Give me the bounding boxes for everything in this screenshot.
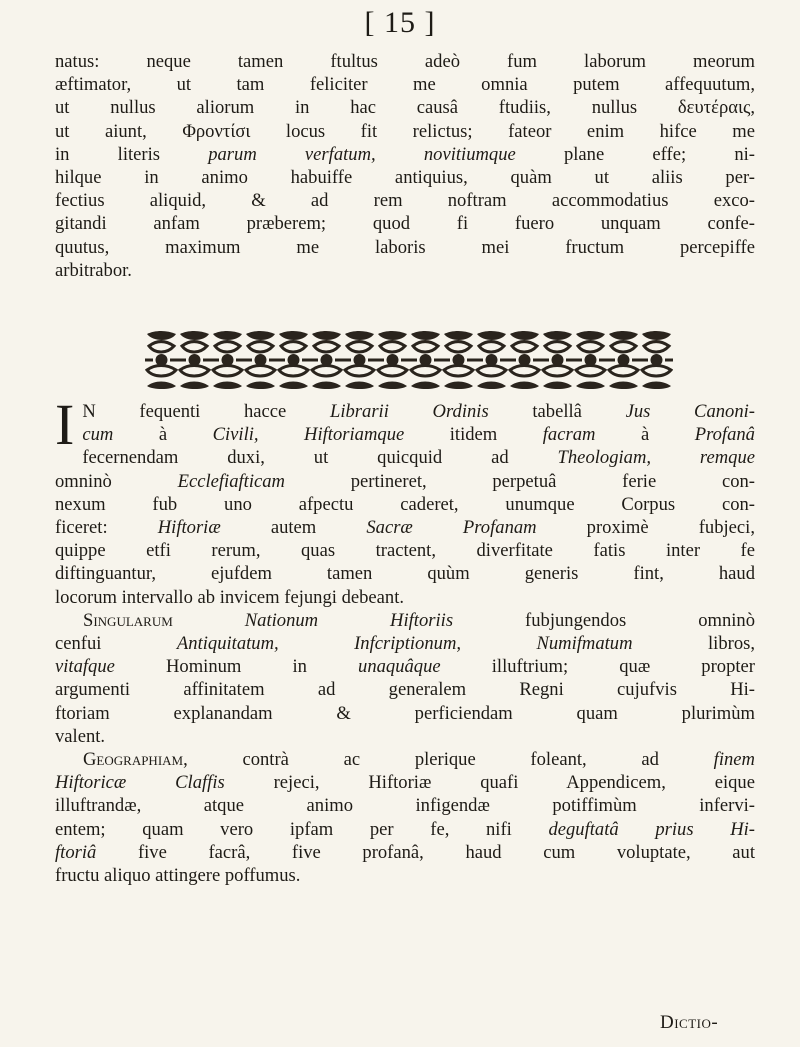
text-line: fectius aliquid, & ad rem noftram accommodatius exco- <box>55 190 755 212</box>
text-line: natus: neque tamen ftultus adeò fum laborum meorum <box>55 51 755 72</box>
text-line: æftimator, ut tam feliciter me omnia putem affequutum, <box>55 74 755 96</box>
greek-word: Φροντίσι <box>182 120 251 142</box>
text-line: cenfui Antiquitatum, Infcriptionum, Numifmatum libros, <box>55 633 756 655</box>
text-line: argumenti affinitatem ad generalem Regni cujufvis Hi- <box>55 679 755 701</box>
greek-word: δευτέραις, <box>677 97 755 119</box>
text-line: fructu aliquo attingere poffumus. <box>55 865 301 887</box>
text-line: ftoriâ five facrâ, five profanâ, haud cum voluptate, aut <box>55 841 755 863</box>
text-line: quutus, maximum me laboris mei fructum percepiffe <box>55 236 755 258</box>
text-line: fecernendam duxi, ut quicquid ad Theologiam, remque <box>82 447 755 469</box>
text-line: diftinguantur, ejufdem tamen quùm generis fint, haud <box>55 563 755 585</box>
drop-cap: I <box>55 392 75 457</box>
text-line: Hiftoricæ Claffis rejeci, Hiftoriæ quafi Appendicem, eique <box>55 772 755 794</box>
text-line: nexum fub uno afpectu caderet, unumque Corpus con- <box>55 493 755 515</box>
text-line: cum à Civili, Hiftoriamque itidem facram à Profanâ <box>82 424 755 446</box>
text-line: quippe etfi rerum, quas tractent, diverfitate fatis inter fe <box>55 540 755 562</box>
text-line: entem; quam vero ipfam per fe, nifi deguftatâ prius Hi- <box>55 818 755 840</box>
text-line: ut aiunt, Φροντίσι locus fit relictus; fateor enim hifce me <box>55 120 755 142</box>
paragraph-2 <box>55 392 756 887</box>
text-line: hilque in animo habuiffe antiquius, quàm ut aliis per- <box>55 167 755 189</box>
italic-phrase: parum verfatum, novitiumque <box>208 143 516 165</box>
text-line: Geographiam, contrà ac plerique foleant, ad finem <box>83 749 755 771</box>
text-line: vitafque Hominum in unaquâque illuftrium; quæ propter <box>55 656 755 678</box>
text-line: in literis parum verfatum, novitiumque plane effe; ni- <box>55 143 755 165</box>
text-line: ftoriam explanandam & perficiendam quam plurimùm <box>55 702 755 724</box>
page-number: [ 15 ] <box>364 6 436 39</box>
text-line: omninò Ecclefiafticam pertineret, perpetuâ ferie con- <box>55 470 755 492</box>
text-line: Singularum Nationum Hiftoriis fubjungendos omninò <box>83 609 756 631</box>
text-line: ut nullus aliorum in hac causâ ftudiis, nullus δευτέραις, <box>55 97 755 119</box>
decorative-ornament-band <box>145 330 673 390</box>
text-line: illuftrandæ, atque animo infigendæ potiffimùm infervi- <box>55 795 755 817</box>
paragraph-1 <box>55 50 755 282</box>
catchword: Dictio- <box>660 1012 719 1033</box>
text-line: ficeret: Hiftoriæ autem Sacræ Profanam proximè fubjeci, <box>55 517 755 539</box>
text-line: N fequenti hacce Librarii Ordinis tabellâ Jus Canoni- <box>82 401 755 422</box>
text-line: locorum intervallo ab invicem fejungi debeant. <box>55 586 405 608</box>
text-line: valent. <box>55 725 106 747</box>
text-line: gitandi anfam præberem; quod fi fuero unquam confe- <box>55 213 755 235</box>
text-line: arbitrabor. <box>55 259 132 281</box>
